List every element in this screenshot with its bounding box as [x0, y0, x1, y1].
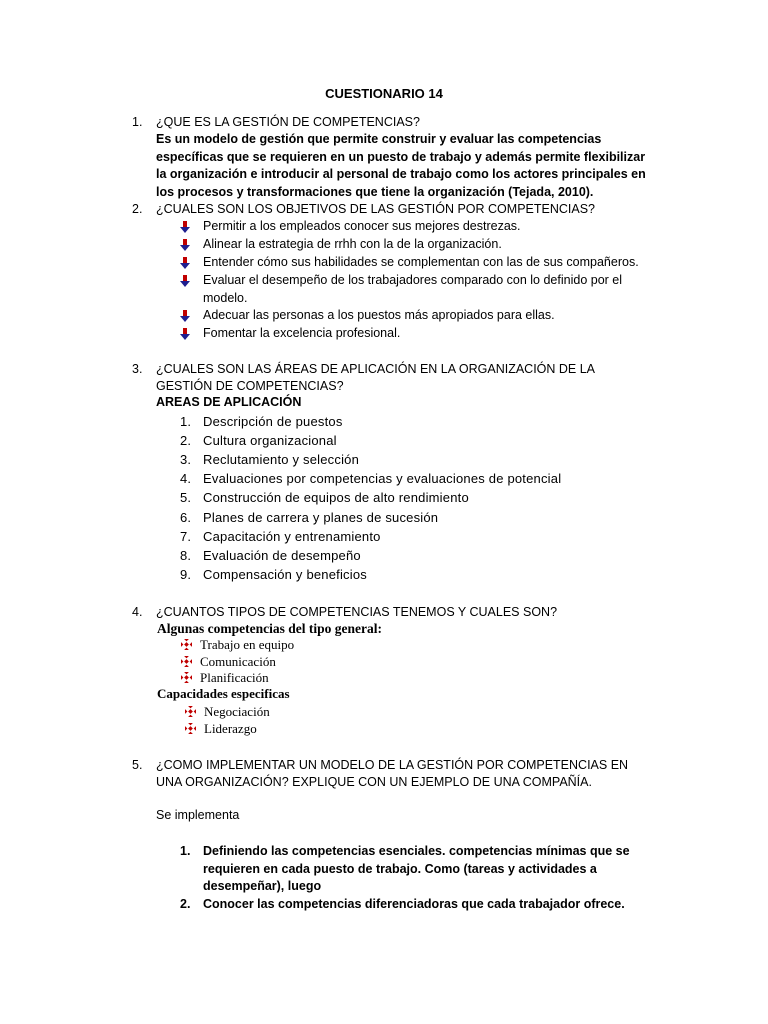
- area-item-number: 1.: [180, 414, 192, 429]
- question-1-text: ¿QUE ES LA GESTIÓN DE COMPETENCIAS?: [156, 115, 420, 129]
- implementation-step-lead: Conocer las competencias diferenciadoras que cada trabajador ofrece.: [203, 897, 625, 911]
- area-item-label: Reclutamiento y selección: [203, 452, 360, 468]
- area-item-number: 4.: [180, 471, 192, 487]
- area-item-label: Descripción de puestos: [203, 414, 343, 429]
- question-1-number: 1.: [132, 115, 143, 129]
- objective-item: [180, 325, 650, 343]
- area-item-number: 3.: [180, 452, 192, 468]
- implementation-step-number: 2.: [180, 897, 191, 911]
- general-competency-item-label: Trabajo en equipo: [200, 637, 295, 652]
- implementation-intro: Se implementa: [156, 808, 240, 822]
- objective-text: Adecuar las personas a los puestos más apropiados para ellas.: [203, 308, 555, 322]
- objective-item: [180, 236, 650, 254]
- area-item-label: Evaluación de desempeño: [203, 547, 361, 563]
- area-item-label: Compensación y beneficios: [203, 566, 367, 582]
- general-competency-item: [181, 670, 269, 686]
- general-competency-item: [181, 654, 276, 670]
- objective-item: [180, 218, 650, 236]
- implementation-step-number: 1.: [180, 844, 191, 858]
- area-item-number: 8.: [180, 547, 192, 563]
- specific-capacity-item-label: Liderazgo: [204, 720, 257, 736]
- question-3-number: 3.: [132, 362, 143, 376]
- diamond-icon: [185, 723, 196, 734]
- area-item-number: 2.: [180, 433, 192, 449]
- general-competency-item-label: Comunicación: [200, 653, 276, 669]
- implementation-step-lead: Definiendo las competencias esenciales.: [203, 844, 446, 858]
- objective-item: [180, 307, 650, 325]
- question-2: [132, 201, 642, 218]
- general-competency-item: [181, 637, 294, 653]
- question-2-text: ¿CUALES SON LOS OBJETIVOS DE LAS GESTIÓN POR COMPETENCIAS?: [156, 202, 595, 216]
- objective-text: Fomentar la excelencia profesional.: [203, 326, 401, 340]
- objective-text: Entender cómo sus habilidades se complementan con las de sus compañeros.: [203, 255, 639, 269]
- question-3: [132, 361, 642, 395]
- question-5-number: 5.: [132, 758, 143, 772]
- diamond-icon: [185, 706, 196, 717]
- question-3-text: ¿CUALES SON LAS ÁREAS DE APLICACIÓN EN LA ORGANIZACIÓN DE LA GESTIÓN DE COMPETENCIAS?: [156, 362, 595, 393]
- down-arrow-icon: [180, 275, 190, 287]
- question-1: [132, 114, 642, 131]
- down-arrow-icon: [180, 328, 190, 340]
- question-1-answer: Es un modelo de gestión que permite construir y evaluar las competencias específicas que se requieren en un puesto de trabajo y además permite flexibilizar la organización e introducir al personal de trabajo como los actores principales en los procesos y transformaciones que tiene la organización (Tejada, 2010).: [156, 132, 646, 199]
- area-item-label: Capacitación y entrenamiento: [203, 528, 381, 544]
- down-arrow-icon: [180, 221, 190, 233]
- specific-capacity-item: [185, 704, 270, 720]
- diamond-icon: [181, 656, 192, 667]
- objective-text: Permitir a los empleados conocer sus mejores destrezas.: [203, 219, 521, 233]
- area-item-number: 6.: [180, 509, 192, 525]
- areas-heading: AREAS DE APLICACIÓN: [156, 395, 302, 409]
- objective-text: Alinear la estrategia de rrhh con la de la organización.: [203, 237, 502, 251]
- down-arrow-icon: [180, 257, 190, 269]
- area-item-number: 5.: [180, 490, 192, 506]
- objective-text: Evaluar el desempeño de los trabajadores comparado con lo definido por el modelo.: [203, 273, 623, 305]
- question-5: [132, 757, 642, 791]
- specific-capacity-item: [185, 721, 257, 737]
- down-arrow-icon: [180, 239, 190, 251]
- area-item-label: Evaluaciones por competencias y evaluaciones de potencial: [203, 471, 562, 487]
- implementation-step: [180, 843, 650, 896]
- diamond-icon: [181, 672, 192, 683]
- area-item-number: 7.: [180, 528, 192, 544]
- area-item-label: Planes de carrera y planes de sucesión: [203, 509, 439, 525]
- objective-item: [180, 272, 650, 307]
- implementation-step-text: [203, 896, 650, 914]
- diamond-icon: [181, 639, 192, 650]
- question-4-text: ¿CUANTOS TIPOS DE COMPETENCIAS TENEMOS Y CUALES SON?: [156, 605, 558, 619]
- specific-capacity-item-label: Negociación: [204, 704, 270, 719]
- implementation-step: [180, 896, 650, 914]
- objective-item: [180, 254, 650, 272]
- area-item-label: Cultura organizacional: [203, 433, 337, 449]
- implementation-step-text: [203, 843, 650, 896]
- general-competency-item-label: Planificación: [200, 670, 269, 685]
- page-title: CUESTIONARIO 14: [325, 86, 443, 101]
- area-item-number: 9.: [180, 566, 192, 582]
- general-competencies-heading: Algunas competencias del tipo general:: [157, 621, 382, 636]
- question-4-number: 4.: [132, 605, 143, 619]
- question-2-number: 2.: [132, 202, 143, 216]
- question-5-text: ¿COMO IMPLEMENTAR UN MODELO DE LA GESTIÓN POR COMPETENCIAS EN UNA ORGANIZACIÓN? EXPLIQUE CON UN EJEMPLO DE UNA COMPAÑÍA.: [156, 758, 629, 789]
- area-item-label: Construcción de equipos de alto rendimiento: [203, 490, 469, 506]
- question-4: [132, 604, 642, 621]
- down-arrow-icon: [180, 310, 190, 322]
- implementation-step-rest: competencias mínimas que se requieren en cada puesto de trabajo. Como (tareas y actividades a desempeñar), luego: [203, 844, 630, 893]
- specific-capacities-heading: Capacidades especificas: [157, 686, 290, 701]
